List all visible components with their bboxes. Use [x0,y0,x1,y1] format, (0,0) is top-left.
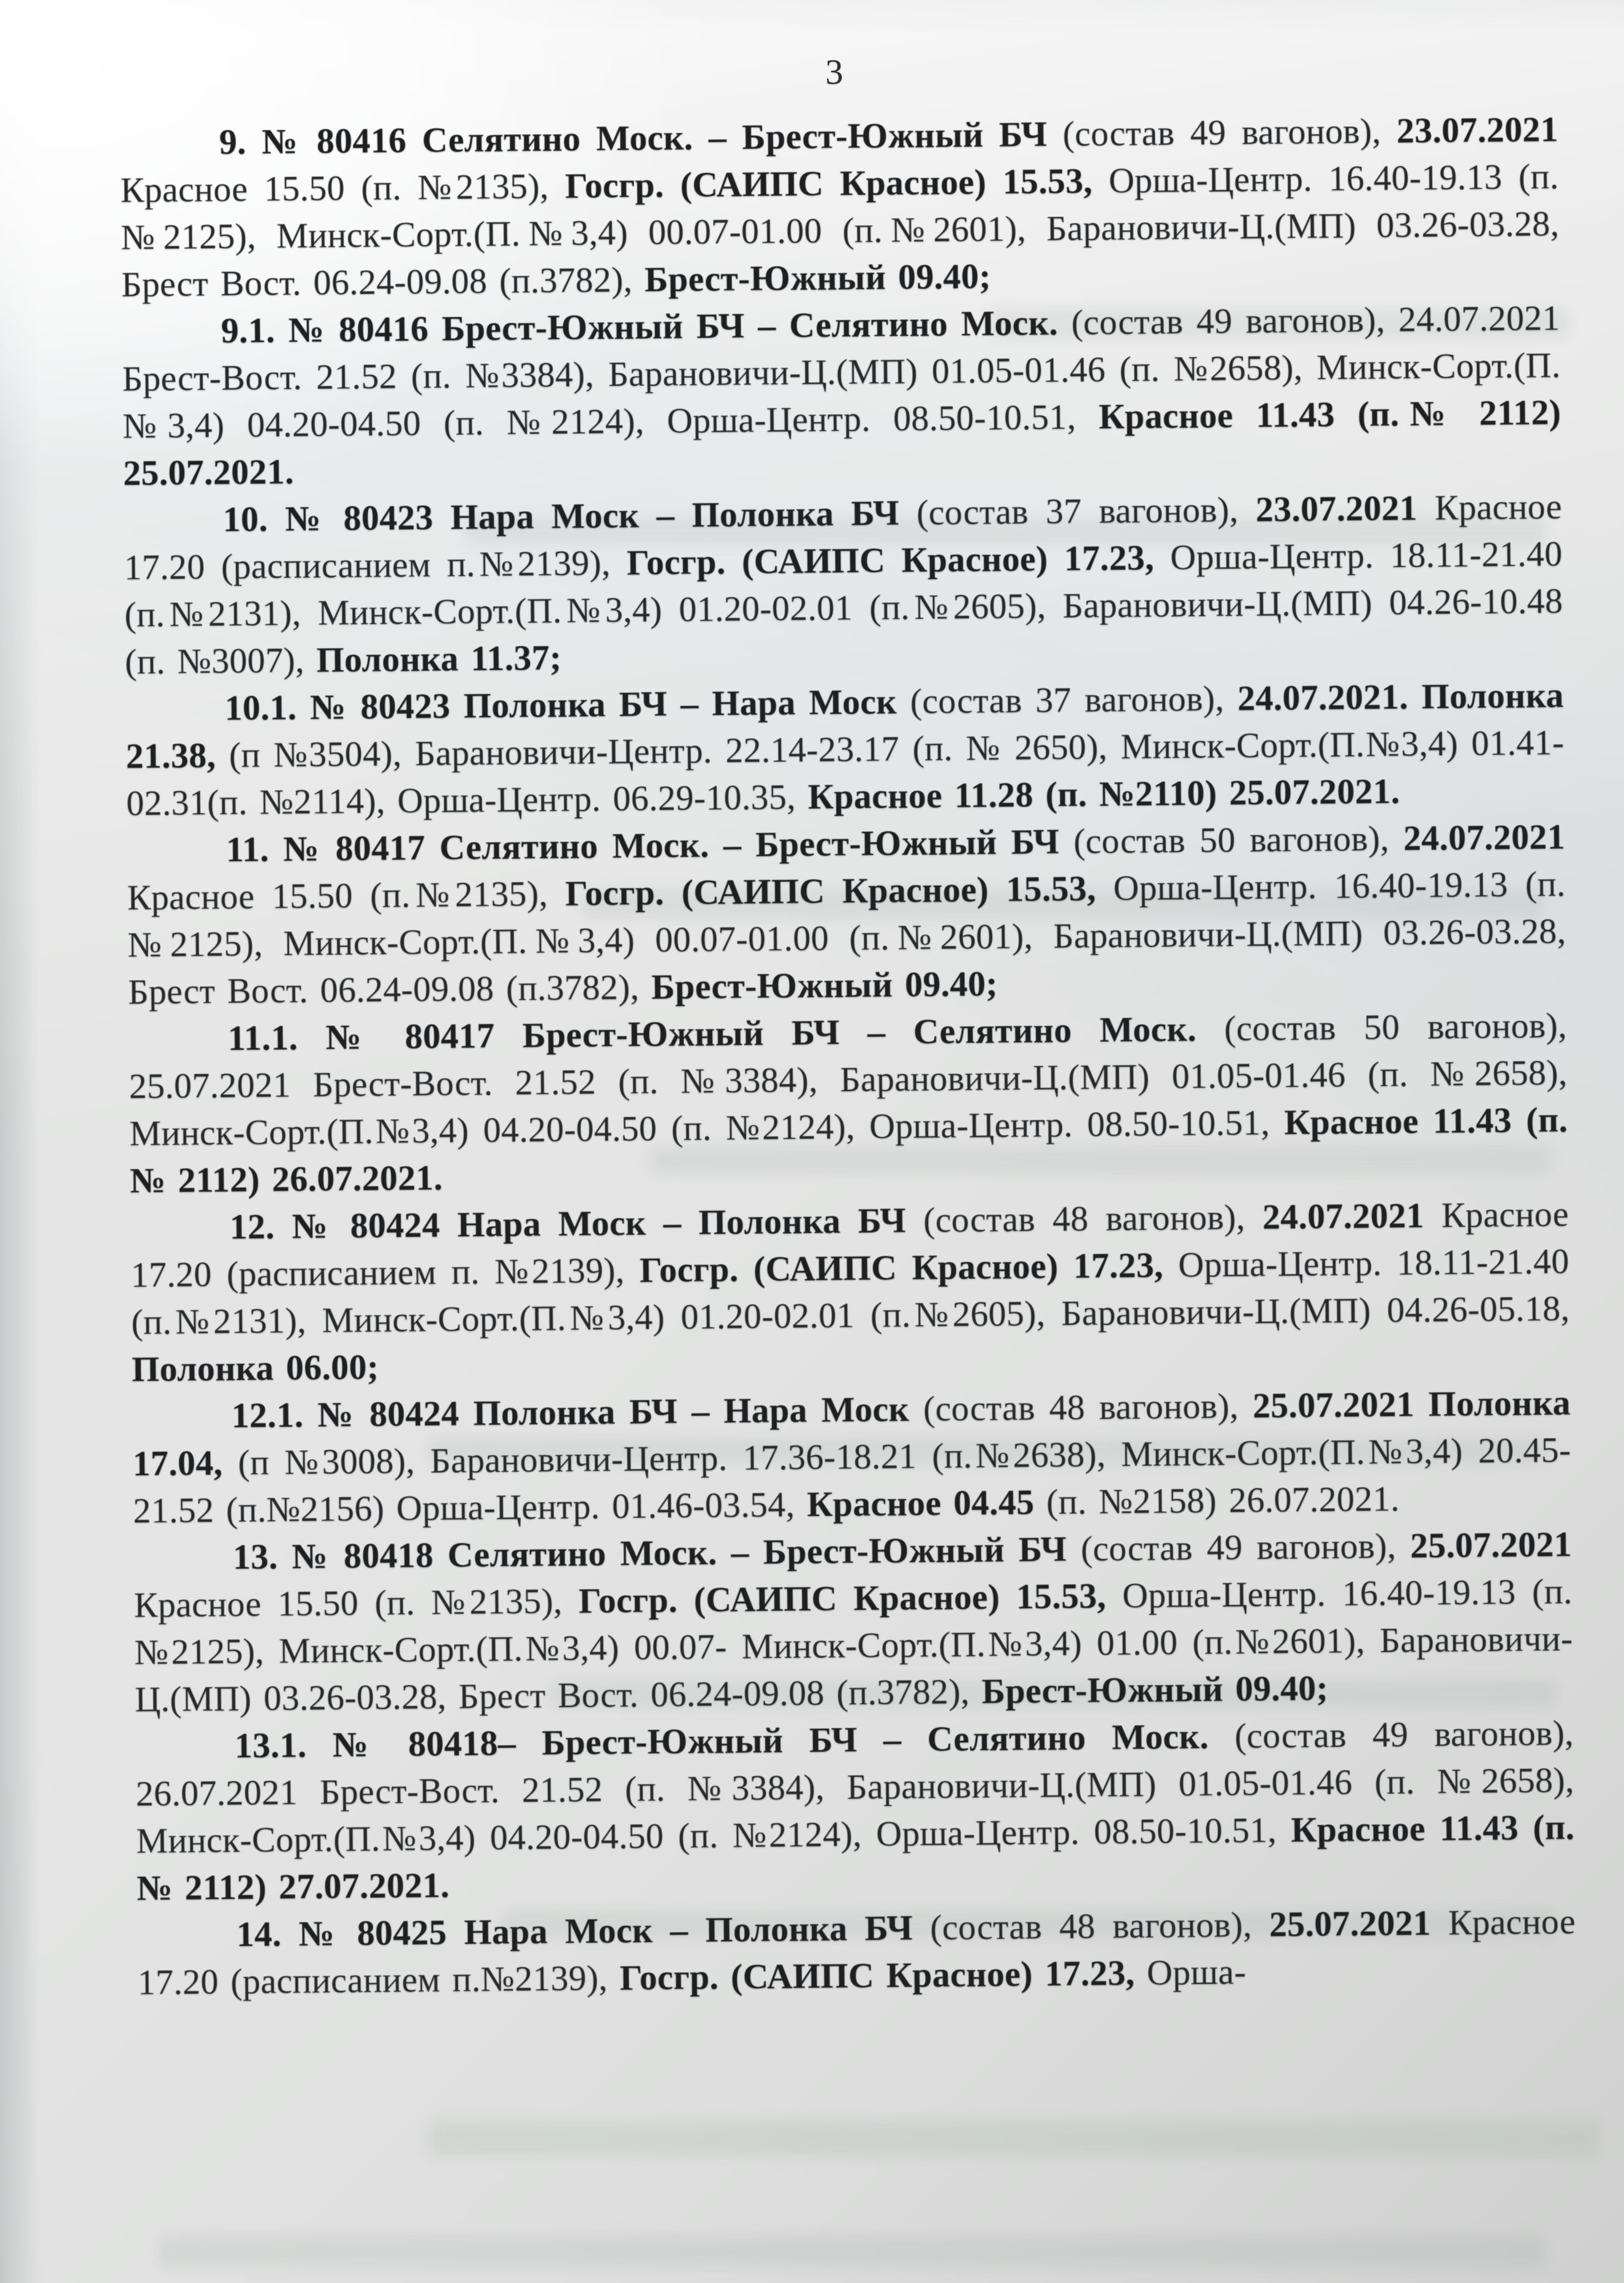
schedule-paragraph-11 [127,813,1567,1016]
text-segment: Орша-Центр. 18.11-21.40 (п.№2131), Минск-Сорт.(П.№3,4) 01.20-02.01 (п.№2605), Барановичи-Ц.(МП) 04.26-05.18, [131,1241,1570,1342]
schedule-paragraph-13.1 [135,1709,1576,1912]
text-segment: Госгр. (САИПС Красное) 15.53, [565,868,1114,913]
text-segment: 12. № 80424 Нара Моск – Полонка БЧ [229,1200,924,1247]
text-segment: Брест-Южный 09.40; [644,256,991,300]
text-segment: (п №3008), Барановичи-Центр. 17.36-18.21 (п.№2638), Минск-Сорт.(П.№3,4) 20.45-21.52 (п.№2156) Орша-Центр. 01.46-03.54, [132,1430,1571,1531]
text-segment: 25.07.2021 [1269,1903,1449,1944]
schedule-paragraph-10 [123,483,1563,685]
text-segment: Красное 11.28 (п. №2110) 25.07.2021. [807,771,1400,817]
text-segment: (состав 50 вагонов), [1073,818,1404,861]
schedule-paragraph-9 [120,105,1560,308]
text-segment: Орша- [1146,1952,1247,1993]
text-segment: Полонка 06.00; [131,1346,379,1389]
document-body [120,105,1576,2006]
text-segment: Красное 17.20 (расписанием п.№2139), [124,486,1562,587]
text-segment: 24.07.2021 [1262,1195,1442,1237]
schedule-paragraph-12 [130,1190,1571,1393]
text-segment: Госгр. (САИПС Красное) 17.23, [619,1952,1147,1998]
text-segment: Орша-Центр. 16.40-19.13 (п. №2125), Минск-Сорт.(П.№3,4) 00.07-01.00 (п.№2601), Барановичи-Ц.(МП) 03.26-03.28, Брест Вост. 06.24-09.08 (п.3782), [127,864,1566,1012]
text-segment: 10. № 80423 Нара Моск – Полонка БЧ [222,492,917,540]
text-segment: (состав 49 вагонов), 26.07.2021 Брест-Вост. 21.52 (п. №3384), Барановичи-Ц.(МП) 01.05-01.46 (п. №2658), Минск-Сорт.(П.№3,4) 04.20-04.50 (п. №2124), Орша-Центр. 08.50-10.51, [135,1713,1574,1861]
text-segment: 13. № 80418 Селятино Моск. – Брест-Южный БЧ [232,1528,1081,1577]
text-segment: 12.1. № 80424 Полонка БЧ – Нара Моск [231,1389,924,1436]
text-segment: Красное 17.20 (расписанием п.№2139), [137,1901,1576,2002]
text-segment: (состав 37 вагонов), [916,489,1256,533]
text-segment: 14. № 80425 Нара Моск – Полонка БЧ [236,1908,931,1955]
text-segment: (состав 49 вагонов), 24.07.2021 Брест-Вост. 21.52 (п. №3384), Барановичи-Ц.(МП) 01.05-01.46 (п. №2658), Минск-Сорт.(П.№3,4) 04.20-04.50 (п. №2124), Орша-Центр. 08.50-10.51, [122,298,1561,446]
schedule-paragraph-13 [134,1520,1574,1723]
text-segment: (состав 49 вагонов), [1081,1525,1411,1569]
text-segment: Красное 11.43 (п.№ 2112) 27.07.2021. [136,1807,1575,1908]
text-segment: Госгр. (САИПС Красное) 17.23, [639,1245,1179,1290]
schedule-paragraph-12.1 [132,1379,1571,1534]
schedule-paragraph-14 [137,1898,1576,2006]
text-segment: Госгр. (САИПС Красное) 15.53, [565,160,1109,206]
text-segment: (п. №2158) 26.07.2021. [1046,1478,1400,1522]
text-segment: Орша-Центр. 16.40-19.13 (п. №2125), Минск-Сорт.(П.№3,4) 00.07- Минск-Сорт.(П.№3,4) 01.00 (п.№2601), Барановичи-Ц.(МП) 03.26-03.28, Брест Вост. 06.24-09.08 (п.3782), [134,1571,1573,1719]
text-segment: 24.07.2021 [1403,817,1566,858]
text-segment: 11. № 80417 Селятино Моск. – Брест-Южный БЧ [225,821,1074,870]
text-segment: Госгр. (САИПС Красное) 17.23, [626,537,1171,583]
text-segment: (п №3504), Барановичи-Центр. 22.14-23.17 (п. № 2650), Минск-Сорт.(П.№3,4) 01.41-02.31(п. №2114), Орша-Центр. 06.29-10.35, [126,722,1565,823]
text-segment: 24.07.2021. Полонка 21.38, [126,675,1564,776]
text-segment: Красное 15.50 (п.№2135), [127,873,565,918]
schedule-paragraph-11.1 [129,1002,1569,1204]
text-segment: Орша-Центр. 16.40-19.13 (п. №2125), Минск-Сорт.(П.№3,4) 00.07-01.00 (п.№2601), Барановичи-Ц.(МП) 03.26-03.28, Брест Вост. 06.24-09.08 (п.3782), [121,156,1560,304]
text-segment: (состав 49 вагонов), [1062,110,1397,154]
text-segment: (состав 48 вагонов), [923,1196,1263,1240]
text-segment: Красное 11.43 (п.№ 2112) 26.07.2021. [129,1100,1568,1201]
text-segment: Красное 11.43 (п.№ 2112) 25.07.2021. [123,392,1562,493]
text-segment: 9.1. № 80416 Брест-Южный БЧ – Селятино Моск. [221,302,1072,351]
text-segment: Красное 04.45 [806,1482,1047,1525]
page-number: 3 [825,51,844,92]
text-segment: Красное 15.50 (п. №2135), [134,1580,579,1625]
text-segment: (состав 37 вагонов), [910,678,1238,722]
text-segment: 11.1. № 80417 Брест-Южный БЧ – Селятино Моск. [227,1008,1225,1058]
text-segment: (состав 48 вагонов), [923,1386,1253,1429]
text-segment: 23.07.2021 [1396,109,1559,151]
text-segment: 25.07.2021 Полонка 17.04, [132,1383,1571,1484]
text-segment: Полонка 11.37; [316,637,562,680]
text-segment: (состав 50 вагонов), 25.07.2021 Брест-Вост. 21.52 (п. №3384), Барановичи-Ц.(МП) 01.05-01.46 (п. №2658), Минск-Сорт.(П.№3,4) 04.20-04.50 (п. №2124), Орша-Центр. 08.50-10.51, [129,1005,1568,1153]
text-segment: Красное 17.20 (расписанием п. №2139), [130,1194,1569,1295]
text-segment: (состав 48 вагонов), [930,1904,1270,1948]
text-segment: 23.07.2021 [1255,488,1435,530]
text-segment: 25.07.2021 [1410,1524,1573,1566]
text-segment: 9. № 80416 Селятино Моск. – Брест-Южный БЧ [219,114,1063,162]
text-segment: Орша-Центр. 18.11-21.40 (п.№2131), Минск-Сорт.(П.№3,4) 01.20-02.01 (п.№2605), Барановичи-Ц.(МП) 04.26-10.48 (п. №3007), [124,534,1563,682]
text-segment: Красное 15.50 (п. №2135), [120,165,565,210]
text-segment: 10.1. № 80423 Полонка БЧ – Нара Моск [224,681,911,728]
text-segment: Брест-Южный 09.40; [981,1667,1329,1711]
text-segment: Брест-Южный 09.40; [651,964,999,1007]
text-segment: 13.1. № 80418– Брест-Южный БЧ – Селятино Моск. [234,1716,1235,1766]
text-segment: Госгр. (САИПС Красное) 15.53, [578,1575,1123,1621]
schedule-paragraph-9.1 [121,294,1562,497]
schedule-paragraph-10.1 [125,671,1565,827]
